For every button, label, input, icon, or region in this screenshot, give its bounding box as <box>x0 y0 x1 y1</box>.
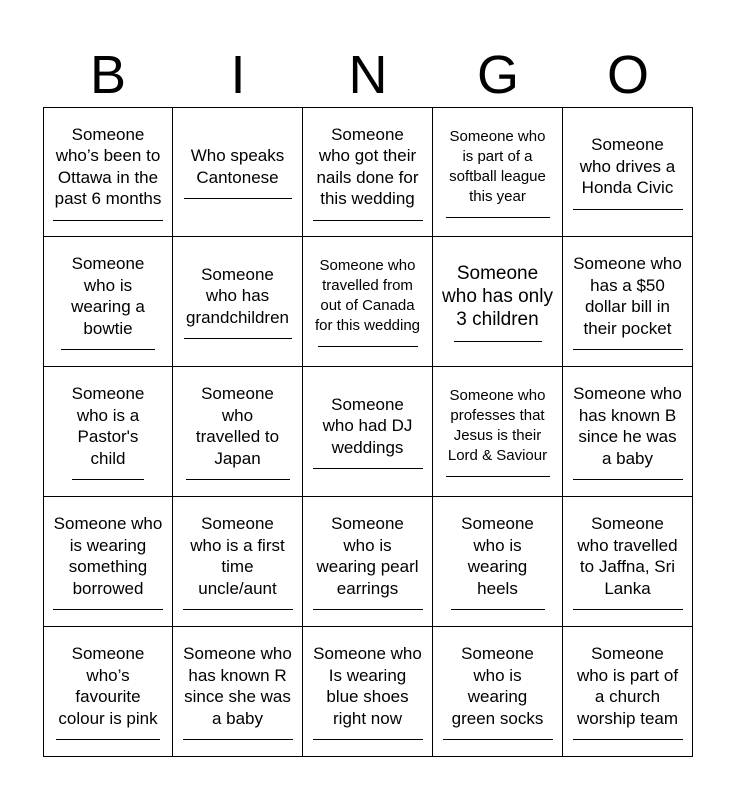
bingo-cell-clue: Someone who is wearing a bowtie <box>71 254 145 338</box>
bingo-cell-clue: Someone who Is wearing blue shoes right now <box>313 644 422 728</box>
signature-line[interactable] <box>573 349 683 350</box>
signature-line[interactable] <box>184 338 292 339</box>
bingo-cell-clue: Someone who had DJ weddings <box>322 394 413 457</box>
signature-line[interactable] <box>183 739 293 740</box>
bingo-cell-clue: Someone who travelled to Jaffna, Sri Lanka <box>577 514 678 598</box>
bingo-cell-clue: Someone who is a first time uncle/aunt <box>190 514 285 598</box>
bingo-cell[interactable] <box>43 237 173 367</box>
bingo-cell-clue: Someone who has grandchildren <box>185 264 289 327</box>
signature-line[interactable] <box>56 739 160 740</box>
bingo-cell[interactable] <box>173 497 303 627</box>
bingo-cell[interactable] <box>563 237 693 367</box>
header-letter-n: N <box>348 45 388 105</box>
bingo-cell-clue: Someone who has only 3 children <box>442 262 553 330</box>
signature-line[interactable] <box>446 217 550 218</box>
signature-line[interactable] <box>72 479 144 480</box>
bingo-cell[interactable] <box>173 237 303 367</box>
bingo-cell[interactable] <box>303 237 433 367</box>
bingo-cell[interactable] <box>563 497 693 627</box>
bingo-cell-clue: Someone who is part of a softball league this year <box>449 127 546 205</box>
signature-line[interactable] <box>53 220 163 221</box>
bingo-cell[interactable] <box>433 367 563 497</box>
signature-line[interactable] <box>313 609 423 610</box>
signature-line[interactable] <box>443 739 553 740</box>
signature-line[interactable] <box>313 220 423 221</box>
signature-line[interactable] <box>186 479 290 480</box>
bingo-cell-clue: Someone who got their nails done for this wedding <box>316 124 419 208</box>
bingo-board <box>43 107 693 757</box>
signature-line[interactable] <box>573 609 683 610</box>
bingo-cell-clue: Someone who travelled to Japan <box>195 384 280 468</box>
header-letter-b: B <box>89 45 127 105</box>
bingo-cell-clue: Someone who is part of a church worship team <box>576 644 679 728</box>
bingo-cell-clue: Someone who is wearing heels <box>461 514 534 598</box>
signature-line[interactable] <box>573 739 683 740</box>
bingo-cell[interactable] <box>433 497 563 627</box>
bingo-cell[interactable] <box>173 627 303 757</box>
bingo-cell-clue: Someone who’s favourite colour is pink <box>58 644 158 728</box>
bingo-cell-clue: Someone who is a Pastor's child <box>71 384 145 468</box>
signature-line[interactable] <box>184 198 292 199</box>
signature-line[interactable] <box>451 609 545 610</box>
bingo-cell-clue: Someone who travelled from out of Canada for this wedding <box>314 257 421 334</box>
bingo-cell[interactable] <box>563 367 693 497</box>
signature-line[interactable] <box>573 209 683 210</box>
bingo-cell[interactable] <box>563 107 693 237</box>
signature-line[interactable] <box>318 346 418 347</box>
signature-line[interactable] <box>454 341 542 342</box>
bingo-cell-clue: Someone who has known R since she was a baby <box>183 644 292 728</box>
bingo-cell-clue: Someone who has known B since he was a baby <box>573 384 682 468</box>
signature-line[interactable] <box>313 739 423 740</box>
header-letter-g: G <box>476 45 519 105</box>
bingo-cell[interactable] <box>433 107 563 237</box>
bingo-cell-clue: Someone who drives a Honda Civic <box>579 135 676 198</box>
bingo-cell[interactable] <box>173 367 303 497</box>
bingo-cell-clue: Someone who professes that Jesus is their Lord & Saviour <box>447 387 548 464</box>
bingo-cell-clue: Someone who has a $50 dollar bill in their pocket <box>573 254 682 338</box>
bingo-cell[interactable] <box>303 627 433 757</box>
signature-line[interactable] <box>53 609 163 610</box>
header-letter-i: I <box>230 45 246 105</box>
signature-line[interactable] <box>313 468 423 469</box>
signature-line[interactable] <box>573 479 683 480</box>
bingo-cell-clue: Someone who is wearing something borrowed <box>53 514 163 598</box>
bingo-cell[interactable] <box>433 237 563 367</box>
bingo-cell-clue: Someone who is wearing green socks <box>451 644 544 728</box>
bingo-cell-clue: Someone who is wearing pearl earrings <box>316 514 419 598</box>
bingo-cell[interactable] <box>433 627 563 757</box>
bingo-cell[interactable] <box>303 497 433 627</box>
bingo-cell[interactable] <box>43 497 173 627</box>
bingo-cell[interactable] <box>43 107 173 237</box>
bingo-header <box>43 42 693 108</box>
bingo-cell[interactable] <box>303 107 433 237</box>
header-letter-o: O <box>606 45 649 105</box>
bingo-cell[interactable] <box>563 627 693 757</box>
bingo-cell[interactable] <box>303 367 433 497</box>
bingo-cell[interactable] <box>43 367 173 497</box>
signature-line[interactable] <box>61 349 155 350</box>
signature-line[interactable] <box>446 476 550 477</box>
bingo-cell[interactable] <box>43 627 173 757</box>
bingo-cell[interactable] <box>173 107 303 237</box>
signature-line[interactable] <box>183 609 293 610</box>
bingo-cell-clue: Someone who’s been to Ottawa in the past 6 months <box>54 124 162 208</box>
bingo-cell-clue: Who speaks Cantonese <box>190 146 285 187</box>
